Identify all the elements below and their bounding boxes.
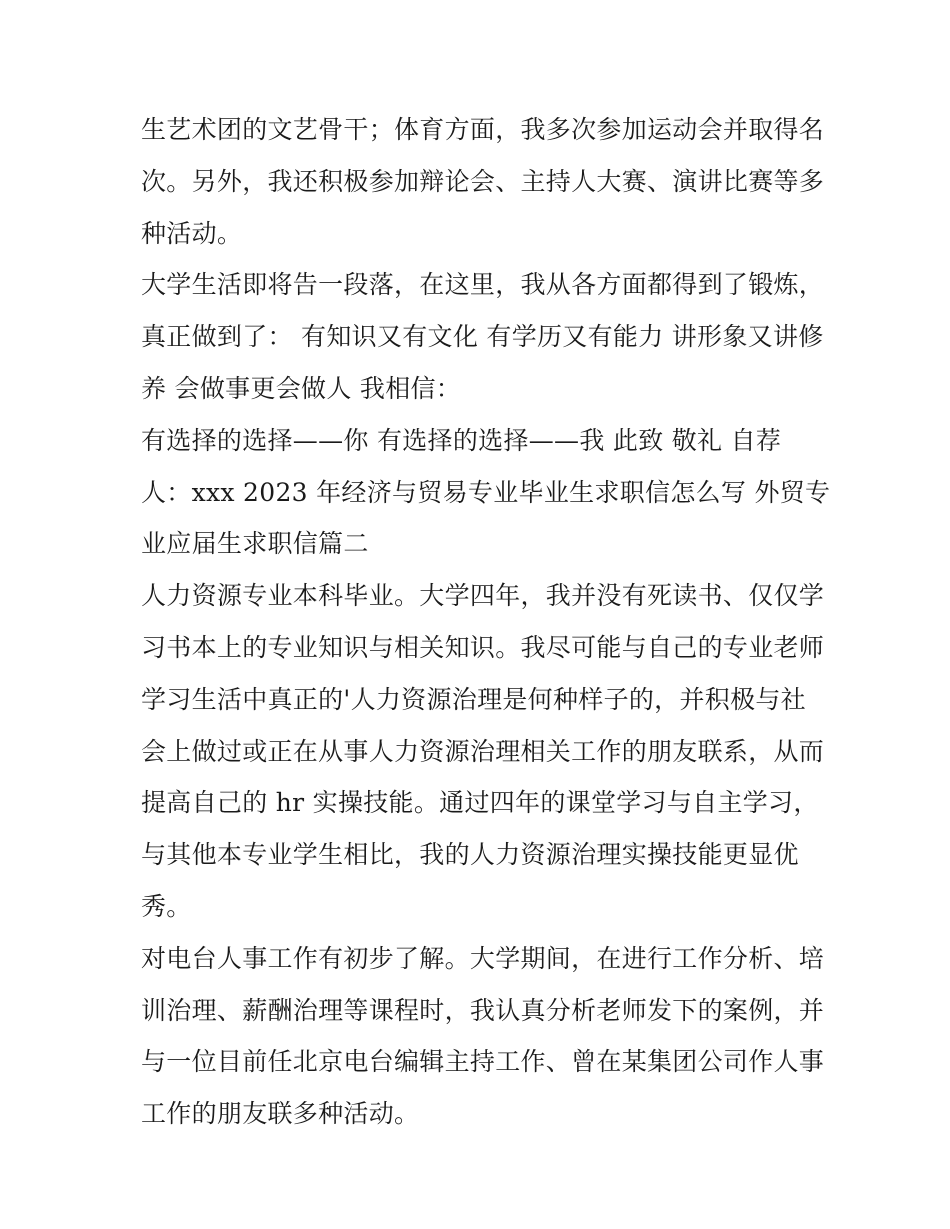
text-line: 有选择的选择——你 有选择的选择——我 此致 敬礼 自荐 — [141, 425, 782, 455]
text-line: 真正做到了： 有知识又有文化 有学历又有能力 讲形象又讲修 — [141, 322, 824, 352]
text-line: 工作的朋友联多种活动。 — [141, 1099, 420, 1129]
text-line: 人力资源专业本科毕业。大学四年，我并没有死读书、仅仅学 — [141, 581, 825, 611]
text-line: 人：xxx 2023 年经济与贸易专业毕业生求职信怎么写 外贸专 — [141, 477, 831, 507]
text-line: 习书本上的专业知识与相关知识。我尽可能与自己的专业老师 — [141, 632, 825, 662]
text-line: 种活动。 — [141, 218, 243, 248]
document-body — [141, 104, 831, 1140]
text-line: 与一位目前任北京电台编辑主持工作、曾在某集团公司作人事 — [141, 1047, 825, 1077]
text-line: 业应届生求职信篇二 — [141, 529, 369, 559]
text-line: 秀。 — [141, 891, 192, 921]
text-line: 养 会做事更会做人 我相信： — [141, 373, 462, 403]
text-line: 训治理、薪酬治理等课程时，我认真分析老师发下的案例，并 — [141, 995, 825, 1025]
text-line: 对电台人事工作有初步了解。大学期间，在进行工作分析、培 — [141, 943, 825, 973]
text-line: 次。另外，我还积极参加辩论会、主持人大赛、演讲比赛等多 — [141, 166, 825, 196]
text-line: 学习生活中真正的'人力资源治理是何种样子的，并积极与社 — [141, 684, 806, 714]
text-line: 生艺术团的文艺骨干；体育方面，我多次参加运动会并取得名 — [141, 115, 825, 144]
text-line: 与其他本专业学生相比，我的人力资源治理实操技能更显优 — [141, 840, 799, 870]
text-line: 大学生活即将告一段落，在这里，我从各方面都得到了锻炼， — [141, 270, 825, 300]
text-line: 会上做过或正在从事人力资源治理相关工作的朋友联系，从而 — [141, 736, 825, 766]
text-line: 提高自己的 hr 实操技能。通过四年的课堂学习与自主学习， — [141, 788, 819, 818]
